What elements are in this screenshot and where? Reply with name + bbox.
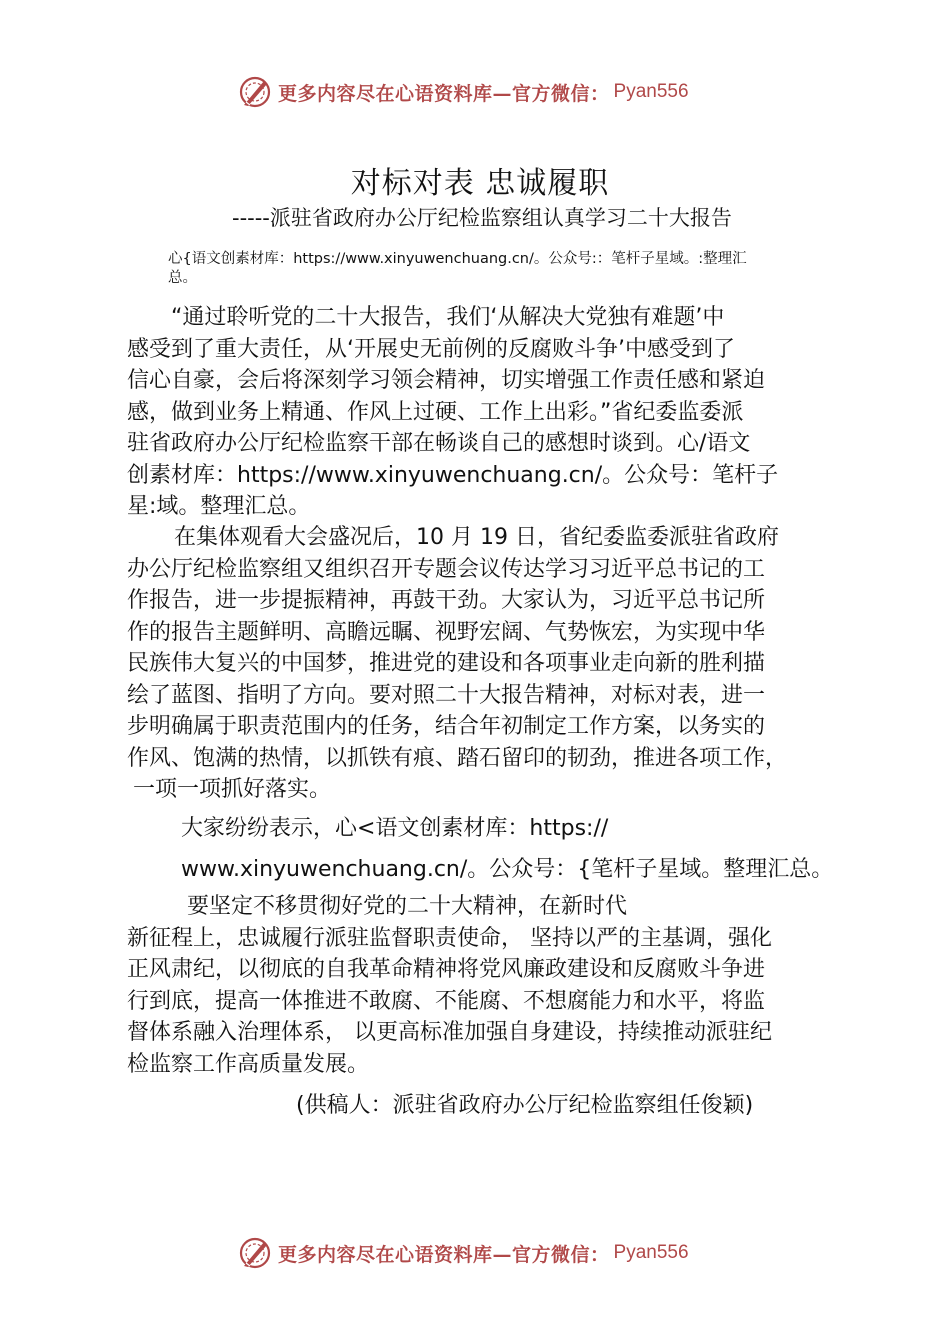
text-line: 民族伟大复兴的中国梦，推进党的建设和各项事业走向新的胜利描 [127, 651, 766, 676]
text-line: 大家纷纷表示，心<语文创素材库：https:// [181, 816, 609, 841]
banner-text: 更多内容尽在心语资料库—官方微信： [278, 82, 610, 105]
source-note-line: 总。 [168, 270, 197, 286]
quill-seal-icon [238, 75, 272, 109]
text-line: 行到底，提高一体推进不敢腐、不能腐、不想腐能力和水平，将监 [127, 988, 766, 1014]
source-note-line: 心{语文创素材库：https://www.xinyuwenchuang.cn/。公众号:：笔杆子星域。:整理汇 [168, 251, 747, 267]
text-line: 信心自豪，会后将深刻学习领会精神，切实增强工作责任感和紧迫 [127, 368, 766, 393]
text-line: 驻省政府办公厅纪检监察干部在畅谈自己的感想时谈到。心/语文 [127, 431, 751, 456]
document-title: 对标对表 忠诚履职 [350, 166, 610, 201]
text-line: 一项一项抓好落实。 [133, 777, 332, 802]
text-line: 办公厅纪检监察组又组织召开专题会议传达学习习近平总书记的工 [127, 556, 766, 582]
banner-text: 更多内容尽在心语资料库—官方微信： [278, 1243, 610, 1266]
text-line: www.xinyuwenchuang.cn/。公众号：{笔杆子星域。整理汇总。 [181, 857, 834, 882]
paragraph-3 [181, 808, 881, 890]
text-line: 要坚定不移贯彻好党的二十大精神，在新时代 [187, 894, 628, 919]
text-line: 作的报告主题鲜明、高瞻远瞩、视野宏阔、气势恢宏，为实现中华 [127, 619, 766, 645]
quill-seal-icon [238, 1236, 272, 1270]
document-subtitle: -----派驻省政府办公厅纪检监察组认真学习二十大报告 [232, 206, 732, 230]
text-line: 星:域。整理汇总。 [127, 494, 311, 519]
text-line: 督体系融入治理体系， 以更高标准加强自身建设，持续推动派驻纪 [127, 1020, 772, 1045]
paragraph-4 [127, 891, 839, 1080]
text-line: 步明确属于职责范围内的任务，结合年初制定工作方案，以务实的 [127, 714, 766, 739]
banner-wechat-id: Pyan556 [613, 1242, 689, 1263]
source-note [168, 250, 868, 288]
footer-banner [238, 1235, 689, 1271]
text-line: 检监察工作高质量发展。 [127, 1051, 370, 1077]
text-line: 作报告，进一步提振精神，再鼓干劲。大家认为，习近平总书记所 [127, 588, 766, 613]
banner-wechat-id: Pyan556 [613, 81, 689, 102]
text-line: 创素材库：https://www.xinyuwenchuang.cn/。公众号：笔杆子 [127, 462, 779, 488]
header-banner [238, 74, 689, 110]
text-line: 感受到了重大责任，从‘开展史无前例的反腐败斗争’中感受到了 [127, 336, 735, 362]
text-line: 感，做到业务上精通、作风上过硬、工作上出彩。”省纪委监委派 [127, 399, 744, 425]
text-line: 在集体观看大会盛况后，10 月 19 日，省纪委监委派驻省政府 [174, 525, 779, 550]
paragraph-1 [127, 302, 827, 523]
text-line: 新征程上，忠诚履行派驻监督职责使命， 坚持以严的主基调，强化 [127, 925, 772, 951]
text-line: 绘了蓝图、指明了方向。要对照二十大报告精神，对标对表，进一 [127, 682, 766, 708]
contributor-line: (供稿人：派驻省政府办公厅纪检监察组任俊颖) [296, 1093, 754, 1118]
text-line: 作风、饱满的热情，以抓铁有痕、踏石留印的韧劲，推进各项工作， [127, 745, 788, 771]
text-line: 正风肃纪，以彻底的自我革命精神将党风廉政建设和反腐败斗争进 [127, 957, 766, 982]
paragraph-2 [127, 522, 827, 806]
text-line: “通过聆听党的二十大报告，我们‘从解决大党独有难题’中 [171, 305, 725, 330]
